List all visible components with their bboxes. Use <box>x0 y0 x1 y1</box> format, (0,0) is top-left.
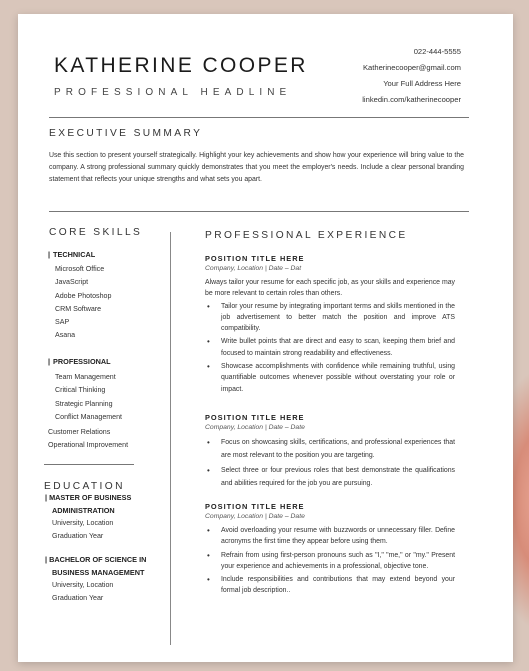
experience-title: PROFESSIONAL EXPERIENCE <box>205 230 408 241</box>
job-bullet: • Showcase accomplishments with confidence while remaining truthful, using quantifiable outcomes whenever possible without overstating your role or impact. <box>205 361 455 395</box>
skill-item: Customer Relations <box>48 428 111 437</box>
summary-text: Use this section to present yourself strategically. Highlight your key achievements and show how your experience will bring value to the company. A strong professional summary quickly demonstrates that you meet the employer's needs. Include a clear personal branding statement that reflects your unique strengths and what sets you apart. <box>49 152 464 184</box>
job-bullet: • Focus on showcasing skills, certifications, and professional experiences that are most relevant to the position you are targeting. <box>205 436 455 462</box>
degree-year: Graduation Year <box>52 532 104 540</box>
professional-headline: PROFESSIONAL HEADLINE <box>54 87 292 98</box>
degree-entry <box>45 491 146 543</box>
job-entry-3 <box>205 502 455 597</box>
job-title: POSITION TITLE HERE <box>205 413 305 422</box>
degree-entry <box>45 553 146 605</box>
degree-school: University, Location <box>52 581 114 589</box>
job-intro: Always tailor your resume for each specific job, as your skills and experience may be more relevant to certain roles than others. <box>205 279 455 298</box>
phone-number: 022-444-5555 <box>413 47 461 56</box>
skill-item: Operational Improvement <box>48 441 129 450</box>
job-bullet: • Avoid overloading your resume with buzzwords or unnecessary filler. Define acronyms the first time they appear before using them. <box>205 525 455 548</box>
skill-item: Strategic Planning <box>55 399 113 408</box>
degree-school: University, Location <box>52 519 114 527</box>
degree-title-cont: BUSINESS MANAGEMENT <box>52 568 145 577</box>
skill-item: JavaScript <box>55 278 89 287</box>
degree-year: Graduation Year <box>52 594 104 602</box>
skill-item: Team Management <box>55 373 116 381</box>
skill-item: Adobe Photoshop <box>55 291 112 300</box>
resume-page <box>18 14 513 662</box>
job-bullets <box>205 525 455 597</box>
email-address: Katherinecooper@gmail.com <box>362 63 461 72</box>
job-entry-1 <box>205 254 455 395</box>
job-bullets <box>205 436 455 490</box>
education-list <box>45 476 146 605</box>
divider-middle <box>49 211 469 212</box>
degree-title-cont: ADMINISTRATION <box>52 506 115 515</box>
column-divider <box>170 232 171 645</box>
skills-title: CORE SKILLS <box>49 227 143 238</box>
job-bullet: • Include responsibilities and contributions that may extend beyond your formal job description.. <box>205 574 455 597</box>
summary-title: EXECUTIVE SUMMARY <box>49 128 203 139</box>
technical-label: | TECHNICAL <box>48 250 96 259</box>
job-meta: Company, Location | Date – Dat <box>205 265 302 272</box>
job-entry-2 <box>205 413 455 490</box>
skills-technical <box>48 249 111 343</box>
skill-item: Microsoft Office <box>55 265 105 273</box>
job-bullet: • Write bullet points that are direct and easy to scan, keeping them brief and focused to maintain strong readability and effectiveness. <box>205 336 455 359</box>
divider-top <box>49 117 469 118</box>
job-title: POSITION TITLE HERE <box>205 254 305 263</box>
job-bullet: • Select three or four previous roles that best demonstrate the qualifications and abilities required for the job you are pursuing. <box>205 464 455 490</box>
degree-title: | MASTER OF BUSINESS <box>45 493 132 502</box>
education-title: EDUCATION <box>44 481 125 492</box>
degree-title: | BACHELOR OF SCIENCE IN <box>45 555 147 564</box>
skill-item: SAP <box>55 318 70 327</box>
candidate-name: KATHERINE COOPER <box>54 54 308 77</box>
skill-item: Critical Thinking <box>55 386 106 395</box>
job-bullets <box>205 301 455 395</box>
skill-item: CRM Software <box>55 304 102 313</box>
job-title: POSITION TITLE HERE <box>205 502 305 511</box>
job-meta: Company, Location | Date – Date <box>205 513 305 520</box>
linkedin-url: linkedin.com/katherinecooper <box>362 95 461 104</box>
job-bullet: • Refrain from using first-person pronouns such as "I," "me," or "my." Present your experience and achievements in a professional, objective tone. <box>205 550 455 573</box>
divider-education <box>44 464 134 465</box>
job-meta: Company, Location | Date – Date <box>205 424 305 431</box>
skills-professional <box>48 356 128 453</box>
skill-item: Asana <box>55 331 76 340</box>
skill-item: Conflict Management <box>55 412 123 421</box>
address: Your Full Address Here <box>383 79 461 88</box>
job-bullet: • Tailor your resume by integrating important terms and skills mentioned in the job advertisement to better match the position and improve ATS compatibility. <box>205 301 455 335</box>
contact-info <box>362 44 461 108</box>
professional-label: | PROFESSIONAL <box>48 357 111 366</box>
